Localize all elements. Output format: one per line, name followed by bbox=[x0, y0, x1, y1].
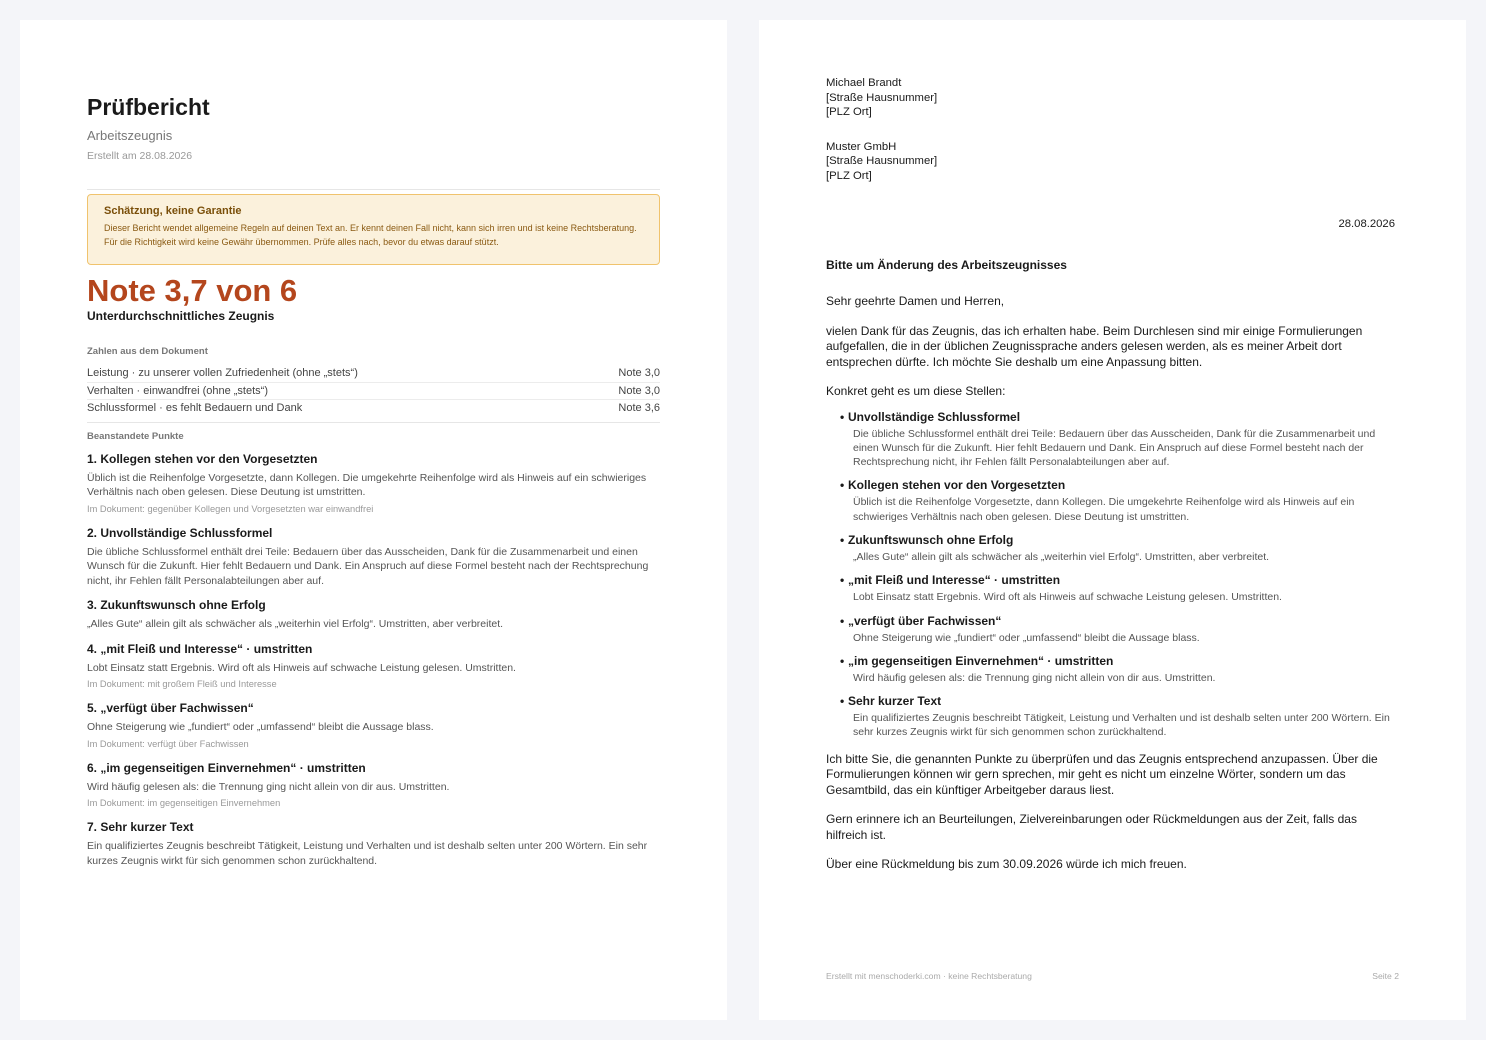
number-label: Leistung · zu unserer vollen Zufriedenheit (ohne „stets“) bbox=[87, 367, 358, 379]
letter-points-list bbox=[826, 410, 1399, 740]
list-item bbox=[840, 694, 1399, 740]
letter-date: 28.08.2026 bbox=[1338, 218, 1395, 230]
issue-quote: Im Dokument: im gegenseitigen Einvernehmen bbox=[87, 798, 281, 808]
page-footer bbox=[826, 971, 1399, 981]
issue-title: 6. „im gegenseitigen Einvernehmen“ · umstritten bbox=[87, 760, 366, 775]
point-text: Wird häufig gelesen als: die Trennung ging nicht allein von dir aus. Umstritten. bbox=[853, 671, 1216, 684]
issue-quote: Im Dokument: mit großem Fleiß und Interesse bbox=[87, 679, 277, 689]
sender-address bbox=[826, 76, 1399, 120]
list-item bbox=[840, 573, 1399, 604]
table-row bbox=[87, 365, 660, 383]
point-text: Die übliche Schlussformel enthält drei Teile: Bedauern über das Ausscheiden, Dank für die Zusammenarbeit und einen Wunsch für die Zukunft. Hier fehlt Bedauern und Dank. Ein Anspruch auf diese Formel besteht nach der Rechtsprechung nicht, ihr Fehlen fällt Personalabteilungen aber auf. bbox=[853, 427, 1376, 469]
numbers-section-label: Zahlen aus dem Dokument bbox=[87, 346, 208, 357]
list-item bbox=[840, 614, 1399, 645]
sender-city: [PLZ Ort] bbox=[826, 106, 872, 118]
report-title: Prüfbericht bbox=[87, 94, 210, 120]
disclaimer-callout bbox=[87, 194, 660, 265]
sender-name: Michael Brandt bbox=[826, 77, 902, 89]
list-item bbox=[840, 478, 1399, 524]
number-label: Verhalten · einwandfrei (ohne „stets“) bbox=[87, 384, 268, 397]
point-title: • Unvollständige Schlussformel bbox=[840, 410, 1399, 425]
point-text: „Alles Gute“ allein gilt als schwächer als „weiterhin viel Erfolg“. Umstritten, aber verbreitet. bbox=[853, 550, 1270, 563]
number-value: Note 3,0 bbox=[618, 367, 660, 379]
issue-title: 4. „mit Fleiß und Interesse“ · umstritten bbox=[87, 641, 313, 656]
issue-item bbox=[87, 701, 660, 751]
grade-label: Unterdurchschnittliches Zeugnis bbox=[87, 309, 275, 323]
footer-credit: Erstellt mit menschoderki.com · keine Rechtsberatung bbox=[826, 971, 1032, 981]
list-item bbox=[840, 533, 1399, 564]
issues-list bbox=[87, 452, 660, 869]
recipient-name: Muster GmbH bbox=[826, 140, 897, 153]
point-title: • Kollegen stehen vor den Vorgesetzten bbox=[840, 478, 1399, 493]
issue-item bbox=[87, 526, 660, 589]
point-title: • Zukunftswunsch ohne Erfolg bbox=[840, 533, 1399, 548]
disclaimer-title: Schätzung, keine Garantie bbox=[104, 205, 242, 217]
letter-page bbox=[759, 20, 1466, 1020]
numbers-table bbox=[87, 365, 660, 417]
issue-title: 3. Zukunftswunsch ohne Erfolg bbox=[87, 598, 266, 612]
point-title: • „im gegenseitigen Einvernehmen“ · umstritten bbox=[840, 654, 1399, 669]
issue-text: „Alles Gute“ allein gilt als schwächer als „weiterhin viel Erfolg“. Umstritten, aber verbreitet. bbox=[87, 618, 504, 630]
issue-item bbox=[87, 598, 660, 632]
recipient-street: [Straße Hausnummer] bbox=[826, 155, 938, 167]
issue-title: 1. Kollegen stehen vor den Vorgesetzten bbox=[87, 451, 318, 466]
point-title: • „verfügt über Fachwissen“ bbox=[840, 614, 1399, 629]
list-item bbox=[840, 654, 1399, 685]
divider bbox=[87, 189, 660, 190]
issue-text: Ein qualifiziertes Zeugnis beschreibt Tätigkeit, Leistung und Verhalten und ist deshalb selten unter 200 Wörtern. Ein sehr kurzes Zeugnis wirkt für sich genommen schon zurückhaltend. bbox=[87, 840, 648, 867]
grade-score: Note 3,7 von 6 bbox=[87, 273, 298, 308]
issue-item bbox=[87, 820, 660, 868]
report-page bbox=[20, 20, 727, 1020]
point-title: • Sehr kurzer Text bbox=[840, 694, 1399, 709]
issue-text: Die übliche Schlussformel enthält drei Teile: Bedauern über das Ausscheiden, Dank für die Zusammenarbeit und einen Wunsch für die Zukunft. Hier fehlt Bedauern und Dank. Ein Anspruch auf diese Formel besteht nach der Rechtsprechung nicht, ihr Fehlen fällt Personalabteilungen aber auf. bbox=[87, 545, 649, 587]
point-title: • „mit Fleiß und Interesse“ · umstritten bbox=[840, 573, 1399, 588]
table-row bbox=[87, 400, 660, 417]
number-value: Note 3,0 bbox=[618, 384, 660, 397]
list-item bbox=[840, 410, 1399, 470]
issue-text: Üblich ist die Reihenfolge Vorgesetzte, dann Kollegen. Die umgekehrte Reihenfolge wird als Hinweis auf ein schwieriges Verhältnis nach oben gelesen. Diese Deutung ist umstritten. bbox=[87, 471, 647, 498]
issue-quote: Im Dokument: gegenüber Kollegen und Vorgesetzten war einwandfrei bbox=[87, 503, 374, 514]
page-number: Seite 2 bbox=[1372, 971, 1399, 981]
point-text: Üblich ist die Reihenfolge Vorgesetzte, dann Kollegen. Die umgekehrte Reihenfolge wird als Hinweis auf ein schwieriges Verhältnis nach oben gelesen. Diese Deutung ist umstritten. bbox=[853, 496, 1355, 523]
issue-title: 7. Sehr kurzer Text bbox=[87, 820, 194, 834]
letter-closing-deadline: Über eine Rückmeldung bis zum 30.09.2026 würde ich mich freuen. bbox=[826, 857, 1187, 872]
letter-intro: vielen Dank für das Zeugnis, das ich erhalten habe. Beim Durchlesen sind mir einige Formulierungen aufgefallen, die in der üblichen Zeugnissprache anders gelesen werden, als es meiner Arbeit dort entsprechen dürfte. Ich möchte Sie deshalb um eine Anpassung bitten. bbox=[826, 323, 1363, 369]
number-value: Note 3,6 bbox=[618, 402, 660, 414]
number-label: Schlussformel · es fehlt Bedauern und Dank bbox=[87, 402, 303, 414]
sender-street: [Straße Hausnummer] bbox=[826, 91, 938, 104]
letter-closing-reference: Gern erinnere ich an Beurteilungen, Zielvereinbarungen oder Rückmeldungen aus der Zeit, falls das hilfreich ist. bbox=[826, 812, 1357, 842]
letter-salutation: Sehr geehrte Damen und Herren, bbox=[826, 294, 1005, 308]
issue-text: Ohne Steigerung wie „fundiert“ oder „umfassend“ bleibt die Aussage blass. bbox=[87, 721, 434, 733]
disclaimer-text: Dieser Bericht wendet allgemeine Regeln auf deinen Text an. Er kennt deinen Fall nicht, kann sich irren und ist keine Rechtsberatung. Für die Richtigkeit wird keine Gewähr übernommen. Prüfe alles nach, bevor du etwas darauf stützt. bbox=[104, 223, 637, 247]
table-row bbox=[87, 383, 660, 401]
issue-item bbox=[87, 642, 660, 692]
recipient-address bbox=[826, 140, 1399, 184]
point-text: Ohne Steigerung wie „fundiert“ oder „umfassend“ bleibt die Aussage blass. bbox=[853, 631, 1200, 644]
issue-text: Lobt Einsatz statt Ergebnis. Wird oft als Hinweis auf schwache Leistung gelesen. Umstritten. bbox=[87, 661, 516, 674]
letter-subject: Bitte um Änderung des Arbeitszeugnisses bbox=[826, 258, 1067, 272]
divider bbox=[87, 422, 660, 423]
report-subtitle: Arbeitszeugnis bbox=[87, 128, 173, 143]
points-section-label: Beanstandete Punkte bbox=[87, 430, 184, 442]
issue-text: Wird häufig gelesen als: die Trennung ging nicht allein von dir aus. Umstritten. bbox=[87, 780, 450, 793]
recipient-city: [PLZ Ort] bbox=[826, 169, 872, 182]
point-text: Lobt Einsatz statt Ergebnis. Wird oft als Hinweis auf schwache Leistung gelesen. Umstritten. bbox=[853, 591, 1282, 604]
issue-quote: Im Dokument: verfügt über Fachwissen bbox=[87, 738, 249, 749]
letter-closing-request: Ich bitte Sie, die genannten Punkte zu überprüfen und das Zeugnis entsprechend anzupassen. Über die Formulierungen können wir gern sprechen, mir geht es nicht um einzelne Wörter, sondern um das Gesamtbild, das ein künftiger Arbeitgeber daraus liest. bbox=[826, 751, 1378, 797]
issue-item bbox=[87, 761, 660, 811]
issue-title: 5. „verfügt über Fachwissen“ bbox=[87, 701, 254, 715]
report-created-date: Erstellt am 28.08.2026 bbox=[87, 150, 193, 162]
point-text: Ein qualifiziertes Zeugnis beschreibt Tätigkeit, Leistung und Verhalten und ist deshalb selten unter 200 Wörtern. Ein sehr kurzes Zeugnis wirkt für sich genommen schon zurückhaltend. bbox=[853, 712, 1390, 739]
issue-item bbox=[87, 452, 660, 516]
issue-title: 2. Unvollständige Schlussformel bbox=[87, 525, 273, 540]
letter-lead: Konkret geht es um diese Stellen: bbox=[826, 384, 1006, 398]
